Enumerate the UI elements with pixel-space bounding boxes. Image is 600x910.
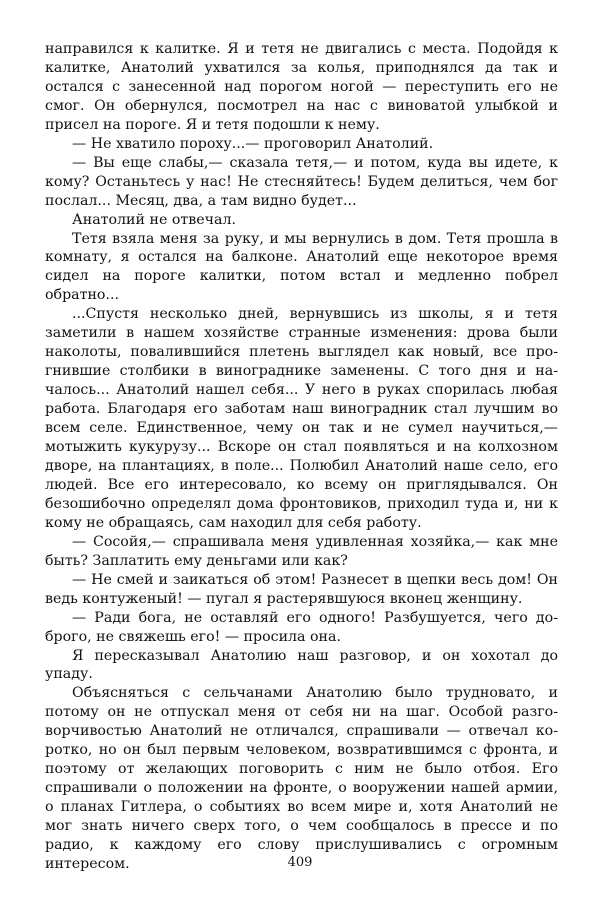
paragraph-dialogue-plea: — Ради бога, не оставляй его одного! Разбушуется, чего доброго, не свяжешь его! — просила она.: [45, 609, 558, 645]
paragraph-return-home: Тетя взяла меня за руку, и мы вернулись в дом. Тетя прошла в комнату, я остался на балконе. Анатолий еще некоторое время сидел на пороге калитки, потом встал и медленно побрел обратно...: [45, 230, 558, 304]
paragraph-dialogue-aunt: — Вы еще слабы,— сказала тетя,— и потом, куда вы идете, к кому? Останьтесь у нас! Не стесняйтесь! Будем делиться, чем бог послал... Месяц, два, а там видно будет...: [45, 154, 558, 209]
paragraph-changes: ...Спустя несколько дней, вернувшись из школы, я и тетя заметили в нашем хозяйстве странные изменения: дрова были наколоты, повалившийся плетень выглядел как новый, все прогнившие столбики в винограднике заменены. С того дня и началось... Анатолий нашел себя... У него в руках спорилась любая работа. Благодаря его заботам наш виноградник стал лучшим во всем селе. Единственное, чему он так и не сумел научиться,— мотыжить кукурузу... Вскоре он стал появляться и на колхозном дворе, на плантациях, в поле... Полюбил Анатолий наше село, его людей. Все его интересовало, ко всему он приглядывался. Он безошибочно определял дома фронтовиков, приходил туда и, ни к кому не обращаясь, сам находил для себя работу.: [45, 306, 558, 531]
paragraph-dialogue-anatoly: — Не хватило пороху...— проговорил Анатолий.: [72, 135, 434, 152]
paragraph-continuation: направился к калитке. Я и тетя не двигались с места. Подойдя к калитке, Анатолий ухватился за колья, приподнялся да так и остался с занесенной над порогом ногой — переступить его не смог. Он обернулся, посмотрел на нас с виноватой улыбкой и присел на пороге. Я и тетя подошли к нему.: [45, 41, 558, 133]
page-number: 409: [287, 855, 313, 870]
page-body: [45, 40, 558, 874]
paragraph-retelling: Я пересказывал Анатолию наш разговор, и он хохотал до упаду.: [45, 647, 558, 683]
paragraph-no-answer: Анатолий не отвечал.: [72, 211, 236, 228]
paragraph-dialogue-narrator: — Не смей и заикаться об этом! Разнесет в щепки весь дом! Он ведь контуженый! — пугал я растерявшуюся вконец женщину.: [45, 571, 558, 607]
paragraph-dialogue-hostess: — Сосойя,— спрашивала меня удивленная хозяйка,— как мне быть? Заплатить ему деньгами или как?: [45, 533, 558, 569]
paragraph-villagers: Объясняться с сельчанами Анатолию было трудновато, и потому он не отпускал меня от себя ни на шаг. Особой разговорчивостью Анатолий не отличался, спрашивали — отвечал коротко, но он был первым человеком, возвратившимся с фронта, и поэтому от желающих поговорить с ним не было отбоя. Его спрашивали о положении на фронте, о вооружении нашей армии, о планах Гитлера, о событиях во всем мире и, хотя Анатолий не мог знать ничего сверх того, о чем сообщалось в прессе и по радио, к каждому его слову прислушивались с огромным интересом.: [45, 685, 558, 872]
